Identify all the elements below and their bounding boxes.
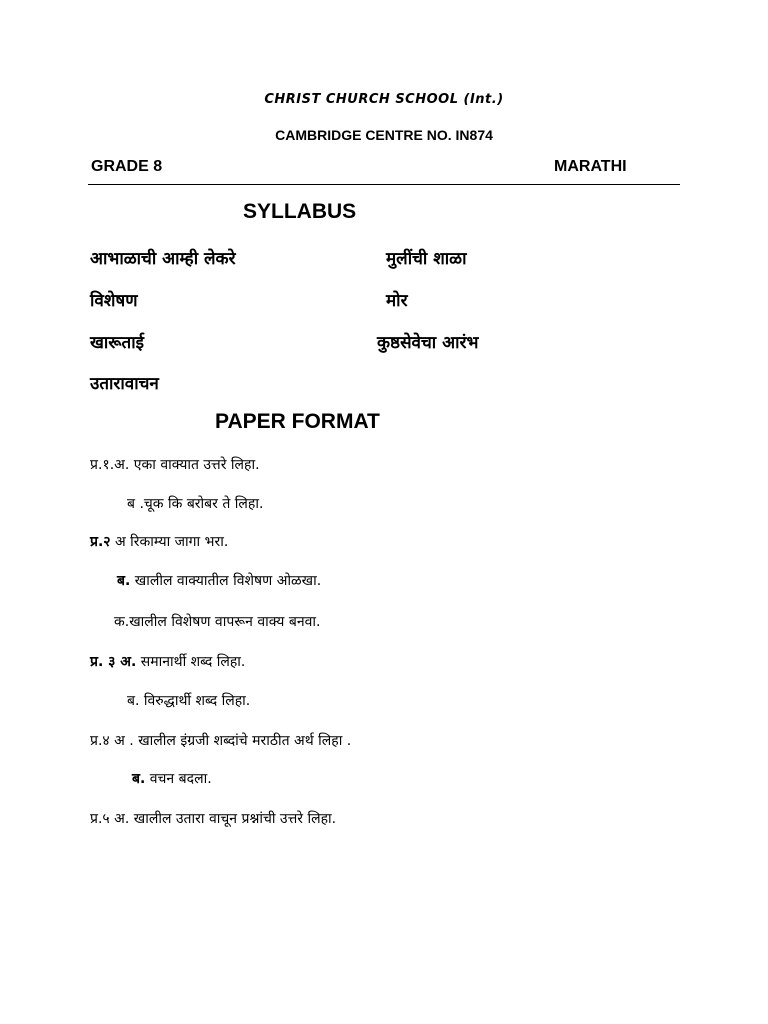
question-line bbox=[90, 731, 351, 750]
question-text: क.खालील विशेषण वापरून वाक्य बनवा. bbox=[114, 614, 321, 630]
paper-format-heading: PAPER FORMAT bbox=[215, 410, 380, 433]
question-text: समानार्थी शब्द लिहा. bbox=[136, 654, 246, 670]
syllabus-heading: SYLLABUS bbox=[243, 200, 357, 223]
question-line bbox=[90, 455, 260, 474]
syllabus-item: कुष्ठसेवेचा आरंभ bbox=[377, 333, 479, 353]
question-text: ब .चूक कि बरोबर ते लिहा. bbox=[127, 496, 264, 512]
question-text: प्र.५ अ. खालील उतारा वाचून प्रश्नांची उत्तरे लिहा. bbox=[90, 811, 337, 827]
question-prefix: प्र. ३ अ. bbox=[90, 654, 137, 670]
subject-label: MARATHI bbox=[554, 158, 627, 175]
question-line bbox=[90, 652, 245, 671]
question-text: खालील वाक्यातील विशेषण ओळखा. bbox=[130, 573, 322, 589]
question-line bbox=[117, 571, 321, 590]
question-prefix: ब. bbox=[132, 771, 146, 787]
question-line bbox=[127, 494, 263, 513]
question-line bbox=[132, 769, 212, 788]
grade-label: GRADE 8 bbox=[91, 158, 163, 175]
question-text: प्र.१.अ. एका वाक्यात उत्तरे लिहा. bbox=[90, 457, 260, 473]
question-text: अ रिकाम्या जागा भरा. bbox=[110, 534, 229, 550]
syllabus-item: विशेषण bbox=[90, 291, 138, 311]
syllabus-item: उतारावाचन bbox=[90, 374, 159, 394]
question-text: प्र.४ अ . खालील इंग्रजी शब्दांचे मराठीत अर्थ लिहा . bbox=[90, 733, 352, 749]
question-line bbox=[90, 532, 228, 551]
syllabus-item: खारूताई bbox=[90, 333, 144, 353]
syllabus-item: आभाळाची आम्ही लेकरे bbox=[90, 249, 236, 269]
question-prefix: प्र.२ bbox=[90, 534, 111, 550]
question-text: ब. विरुद्धार्थी शब्द लिहा. bbox=[127, 693, 251, 709]
school-name: CHRIST CHURCH SCHOOL (Int.) bbox=[264, 92, 504, 107]
question-line bbox=[90, 809, 336, 828]
question-prefix: ब. bbox=[117, 573, 131, 589]
question-line bbox=[114, 612, 321, 631]
question-text: वचन बदला. bbox=[145, 771, 212, 787]
header-divider bbox=[88, 184, 680, 185]
cambridge-centre-number: CAMBRIDGE CENTRE NO. IN874 bbox=[275, 127, 493, 143]
syllabus-item: मोर bbox=[386, 291, 408, 311]
question-line bbox=[127, 691, 250, 710]
syllabus-item: मुलींची शाळा bbox=[386, 249, 467, 269]
